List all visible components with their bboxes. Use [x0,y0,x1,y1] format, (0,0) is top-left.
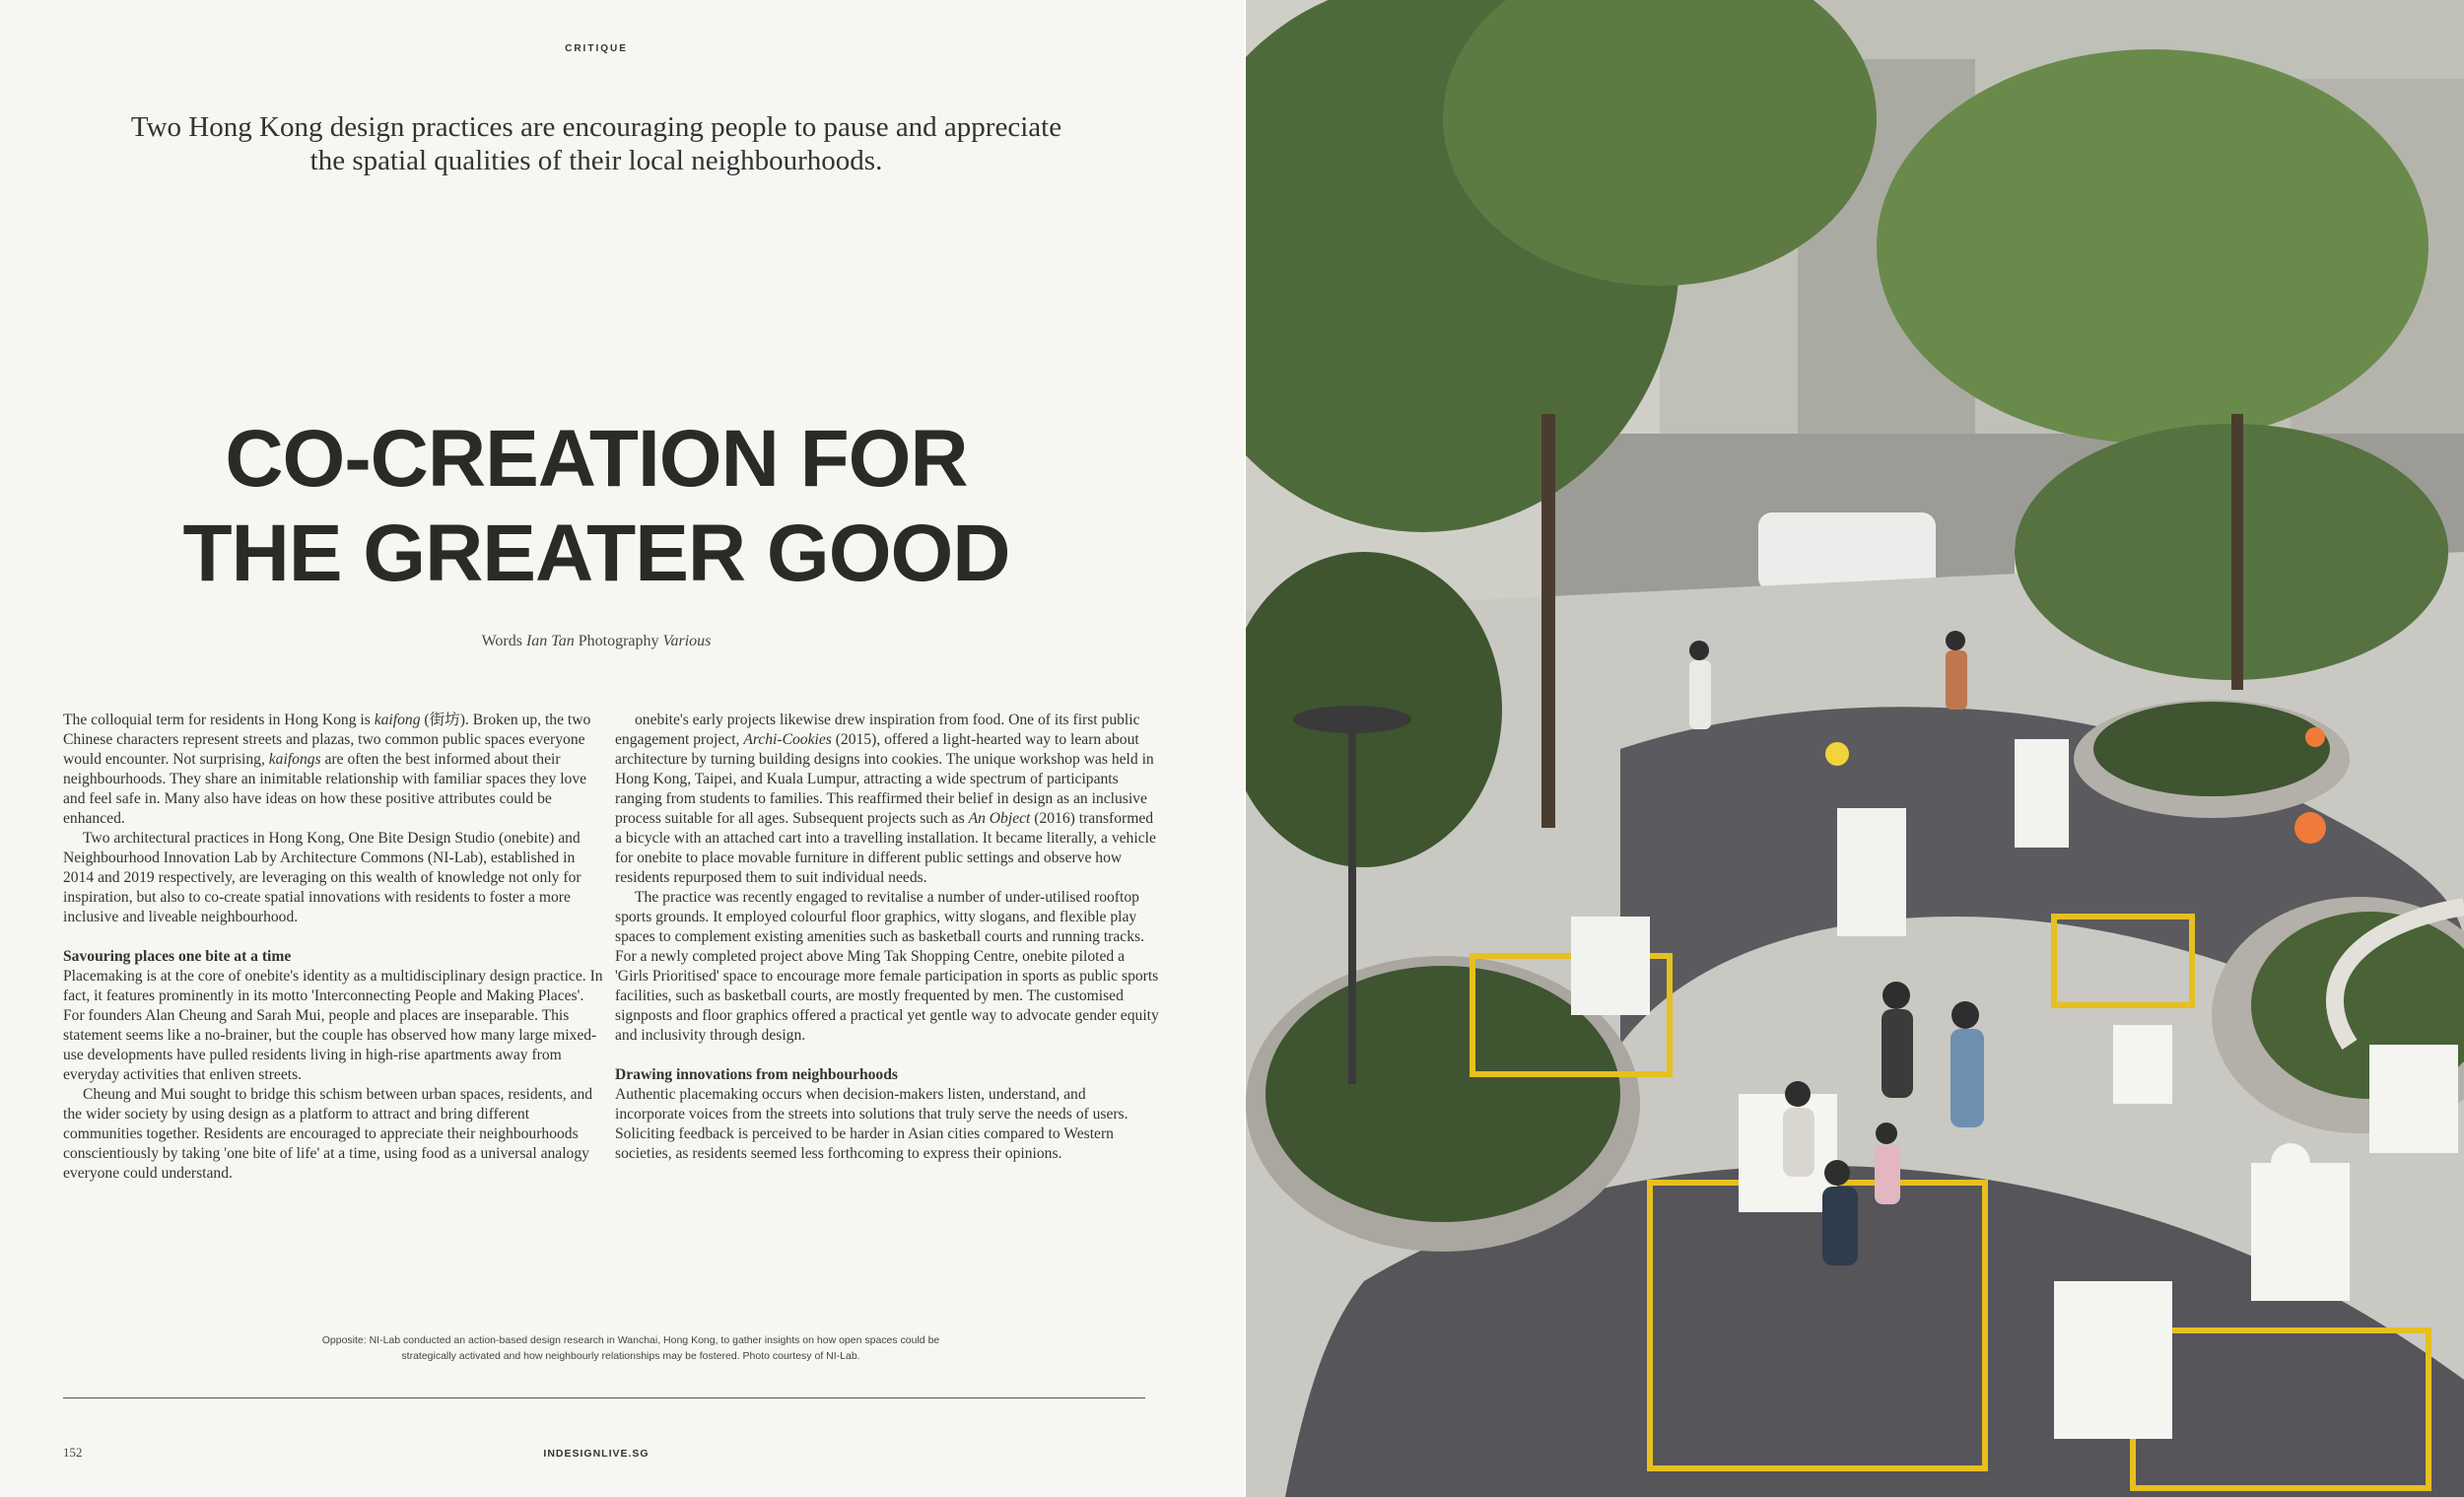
person [1785,1081,1811,1107]
term-kaifong: kaifong [374,712,421,728]
display-plinth [1571,917,1650,1015]
white-table [2054,1281,2172,1439]
headline-line-1: CO-CREATION FOR [225,414,968,504]
page-number: 152 [63,1445,83,1460]
standfirst: Two Hong Kong design practices are encouraging people to pause and appreciate the spatial qualities of their local neighbourhoods. [130,111,1062,176]
balloon [2294,812,2326,844]
paragraph [615,711,1159,888]
paragraph: Two architectural practices in Hong Kong, One Bite Design Studio (onebite) and Neighbourhood Innovation Lab by Architecture Commons (NI-Lab), established in 2014 and 2019 respectively, are leveraging on this wealth of knowledge not only for inspiration, but also to co-create spatial innovations with residents to foster a more inclusive and liveable neighbourhood. [63,830,582,925]
person [1876,1123,1897,1144]
footer-rule [63,1397,1145,1398]
plaza-photo [1246,0,2464,1497]
text-run: (街坊). Broken up, the two Chinese characters represent streets and plazas, two common public spaces everyone would encounter. Not surprising, [63,712,591,768]
balloon [1825,742,1849,766]
paragraph: Placemaking is at the core of onebite's identity as a multidisciplinary design practice. In fact, it features prominently in its motto 'Interconnecting People and Making Places'. For founders Alan Cheung and Sarah Mui, people and places are inseparable. This statement seems like a no-brainer, but the couple has observed how many large mixed-use developments have pulled residents living in high-rise apartments away from everyday activities that enliven streets. [63,968,603,1083]
text-run: (2016) transformed a bicycle with an attached cart into a travelling installation. It became literally, a vehicle for onebite to place movable furniture in different public settings and observe how residents repurposed them to suit individual needs. [615,810,1156,886]
person [1951,1001,1979,1029]
photo-page [1246,0,2464,1497]
person [1951,1029,1984,1127]
person [1882,982,1910,1009]
body-column-2 [615,711,1159,1164]
text-run: The colloquial term for residents in Hong Kong is [63,712,375,728]
lamp-post [1348,719,1356,1084]
person [1946,650,1967,710]
planter-foliage [2093,702,2330,796]
white-table [2369,1045,2458,1153]
term-kaifongs: kaifongs [268,751,321,768]
author-name: Ian Tan [525,633,575,649]
person [1689,660,1711,729]
body-column-1 [63,711,607,1184]
caption-line-1: Opposite: NI-Lab conducted an action-based design research in Wanchai, Hong Kong, to gather insights on how open spaces could be [321,1334,940,1346]
project-title: Archi-Cookies [743,731,832,748]
caption-line-2: strategically activated and how neighbourly relationships may be fostered. Photo courtesy of NI-Lab. [401,1350,860,1362]
paragraph: The practice was recently engaged to revitalise a number of under-utilised rooftop sports grounds. It employed colourful floor graphics, witty slogans, and flexible play spaces to complement existing amenities such as basketball courts and running tracks. For a newly completed project above Ming Tak Shopping Centre, onebite piloted a 'Girls Prioritised' space to encourage more female participation in sports as public sports facilities, such as basketball courts, are mostly frequented by men. The customised signposts and floor graphics offered a practical yet gentle way to advocate gender equity and inclusivity through design. [615,889,1159,1044]
paragraph: Authentic placemaking occurs when decision-makers listen, understand, and incorporate voices from the streets into solutions that truly serve the needs of users. Soliciting feedback is perceived to be harder in Asian cities compared to Western societies, as residents seemed less forthcoming to express their opinions. [615,1086,1129,1162]
paragraph [63,711,607,829]
person [1882,1009,1913,1098]
words-label: Words [481,633,522,649]
photography-label: Photography [578,633,659,649]
display-plinth [1837,808,1906,936]
tree-canopy [1877,49,2429,443]
text-run: (2015), offered a light-hearted way to learn about architecture by turning building designs into cookies. The unique workshop was held in Hong Kong, Taipei, and Kuala Lumpur, attracting a wide spectrum of participants ranging from students to families. This reaffirmed their belief in design as an inclusive process suitable for all ages. Subsequent projects such as [615,731,1154,827]
subheading: Drawing innovations from neighbourhoods [615,1066,898,1083]
headline-line-2: THE GREATER GOOD [182,509,1010,598]
text-run: are often the best informed about their neighbourhoods. They share an inimitable relationship with familiar spaces they love and feel safe in. Many also have ideas on how these positive attributes could be enhanced. [63,751,587,827]
site-url: INDESIGNLIVE.SG [543,1448,650,1460]
display-plinth [2015,739,2069,848]
photo-caption [138,1332,1124,1364]
white-table [2251,1163,2350,1301]
lamp-head [1293,706,1411,733]
person [1946,631,1965,650]
headline [59,412,1133,601]
credits [0,633,1193,650]
person [1689,641,1709,660]
section-label: CRITIQUE [565,43,628,54]
subheading: Savouring places one bite at a time [63,948,292,965]
project-title: An Object [968,810,1031,827]
person [1783,1108,1814,1177]
balloon [2271,1143,2310,1183]
person [1822,1187,1858,1265]
tree-trunk [2231,414,2243,690]
person [1875,1145,1900,1204]
tree-trunk [1541,414,1555,828]
paragraph: Cheung and Mui sought to bridge this schism between urban spaces, residents, and the wider society by using design as a platform to attract and bring different communities together. Residents are encouraged to appreciate their neighbourhoods conscientiously by taking 'one bite of life' at a time, using food as a universal analogy everyone could understand. [63,1086,593,1182]
white-table [2113,1025,2172,1104]
photographer-name: Various [662,633,712,649]
text-run: onebite's early projects likewise drew inspiration from food. One of its first public engagement project, [615,712,1140,748]
planter-foliage [1266,966,1620,1222]
balloon [2305,727,2325,747]
person [1824,1160,1850,1186]
